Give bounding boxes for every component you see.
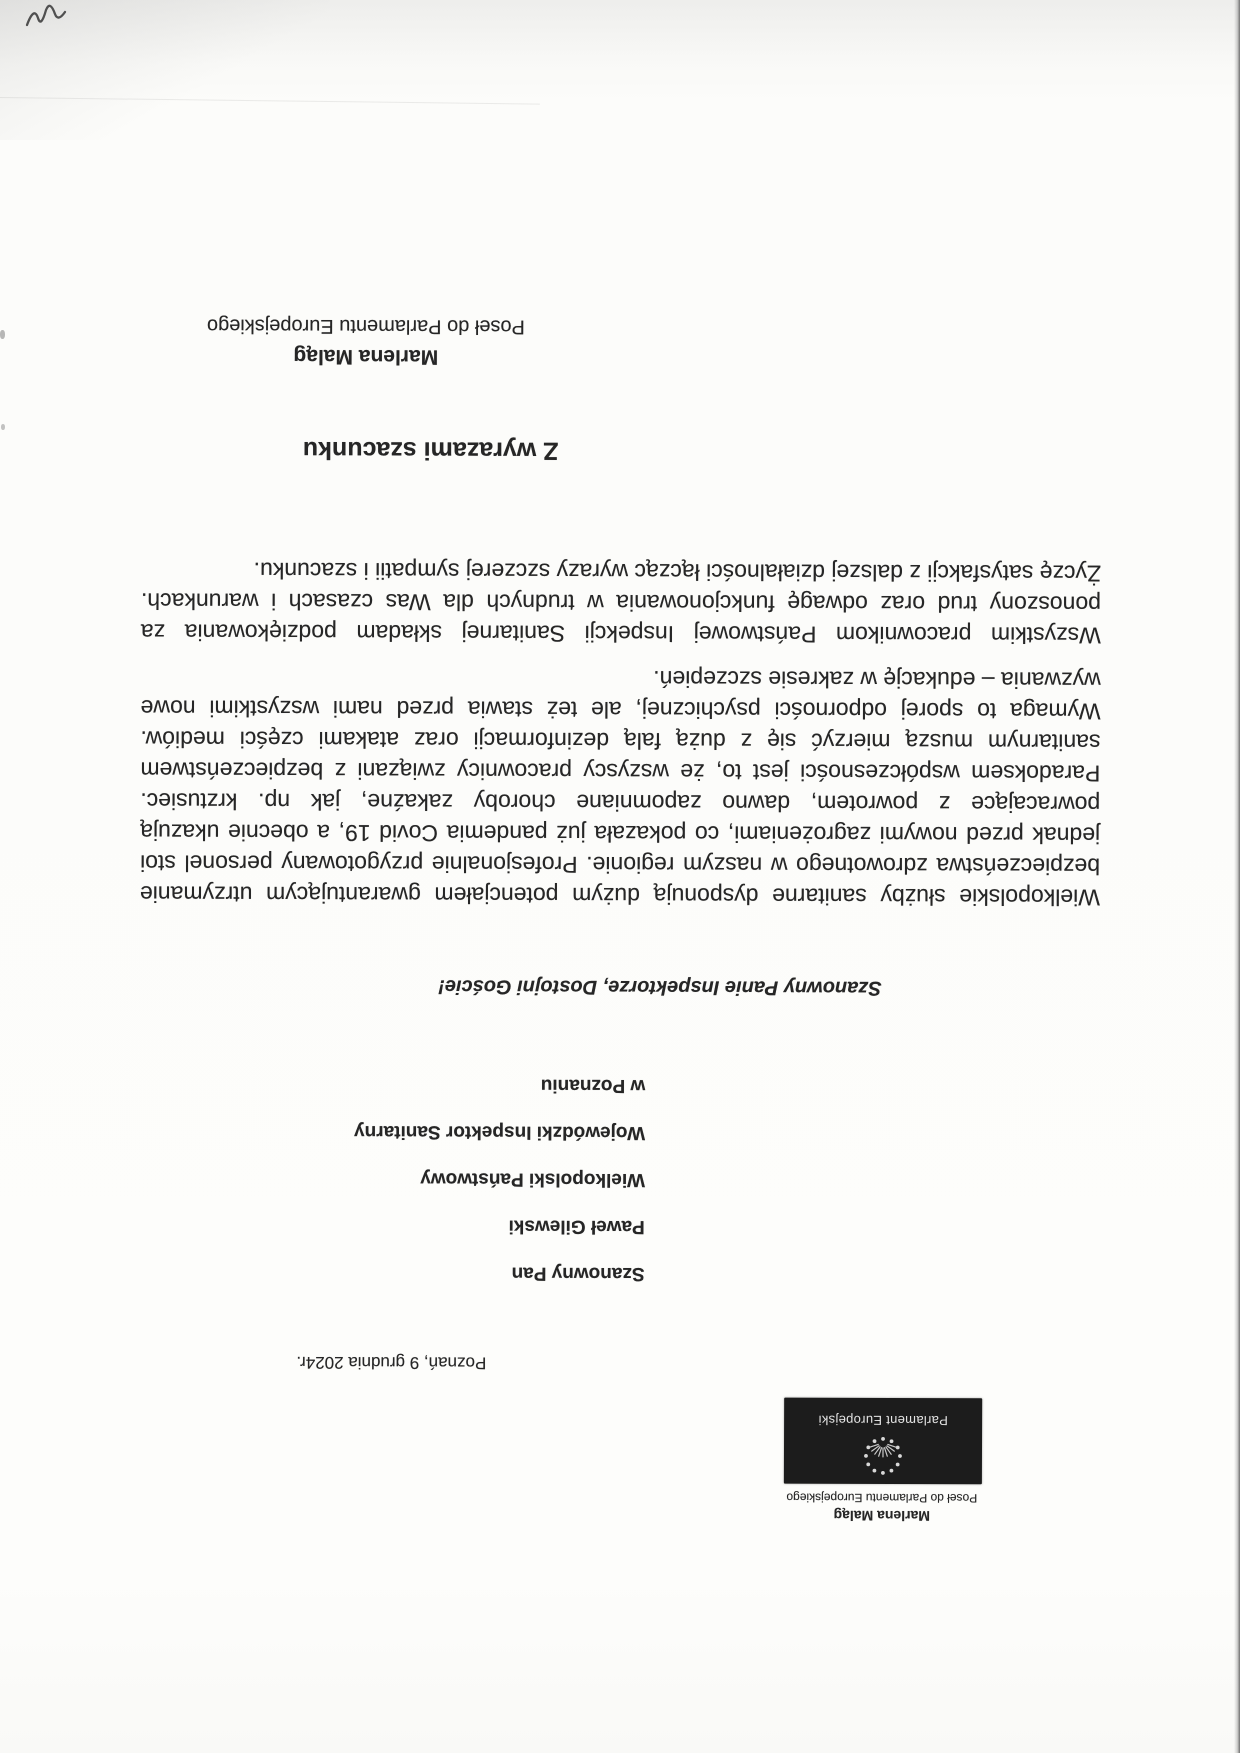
european-parliament-emblem-icon	[788, 1427, 978, 1482]
recipient-block	[353, 1061, 645, 1297]
signature-block	[185, 313, 547, 368]
scan-speck	[1, 424, 5, 430]
scan-speck	[0, 330, 5, 339]
letter-body	[140, 554, 1101, 912]
scan-top-shade	[0, 0, 1240, 64]
letterhead	[782, 1398, 982, 1525]
recipient-name: Paweł Gilewski	[508, 1215, 645, 1238]
body-paragraph-2: Wszystkim pracownikom Państwowej Inspekcji Sanitarnej składam podziękowania za ponoszony trud oraz odwagę funkcjonowania w trudnych dla Was czasach i warunkach. Życzę satysfakcji z dalszej działalności łącząc wyrazy szczerej sympatii i szacunku.	[140, 557, 1102, 649]
european-parliament-logo-label: Parlament Europejski	[818, 1412, 948, 1429]
scan-edge-shadow-right	[1234, 0, 1240, 1753]
body-paragraph-1: Wielkopolskie służby sanitarne dysponują dużym potencjałem gwarantującym utrzymanie bezpieczeństwa zdrowotnego w naszym regionie. Profesjonalnie przygotowany personel stoi jednak przed nowymi zagrożeniami, co pokazała już pandemia Covid 19, a obecnie ukazują powracające z powrotem, dawno zapomniane choroby zakaźne, jak np. krztusiec. Paradoksem współczesności jest to, że wszyscy pracownicy związani z bezpieczeństwem sanitarnym muszą mierzyć się z dużą falą dezinformacji oraz atakami części mediów. Wymaga to sporej odporności psychicznej, ale też stawia przed nami wszystkimi nowe wyzwania – edukację w zakresie szczepień.	[139, 666, 1101, 911]
signature-title: Poseł do Parlamentu Europejskiego	[206, 314, 525, 338]
letterhead-title: Poseł do Parlamentu Europejskiego	[786, 1490, 978, 1506]
european-parliament-logo	[784, 1398, 982, 1485]
recipient-institution-line-1: Wielkopolski Państwowy	[420, 1168, 645, 1191]
signature-name: Marlena Maląg	[293, 344, 439, 369]
recipient-honorific: Szanowny Pan	[511, 1262, 645, 1285]
letterhead-name: Marlena Maląg	[833, 1507, 931, 1525]
recipient-institution-line-2: Wojewódzki Inspektor Sanitarny	[354, 1121, 646, 1144]
recipient-city: w Poznaniu	[540, 1074, 646, 1097]
closing-phrase: Z wyrazami szacunku	[302, 435, 559, 465]
salutation: Szanowny Panie Inspektorze, Dostojni Goście!	[438, 975, 882, 999]
dateline: Poznań, 9 grudnia 2024r.	[296, 1352, 487, 1373]
